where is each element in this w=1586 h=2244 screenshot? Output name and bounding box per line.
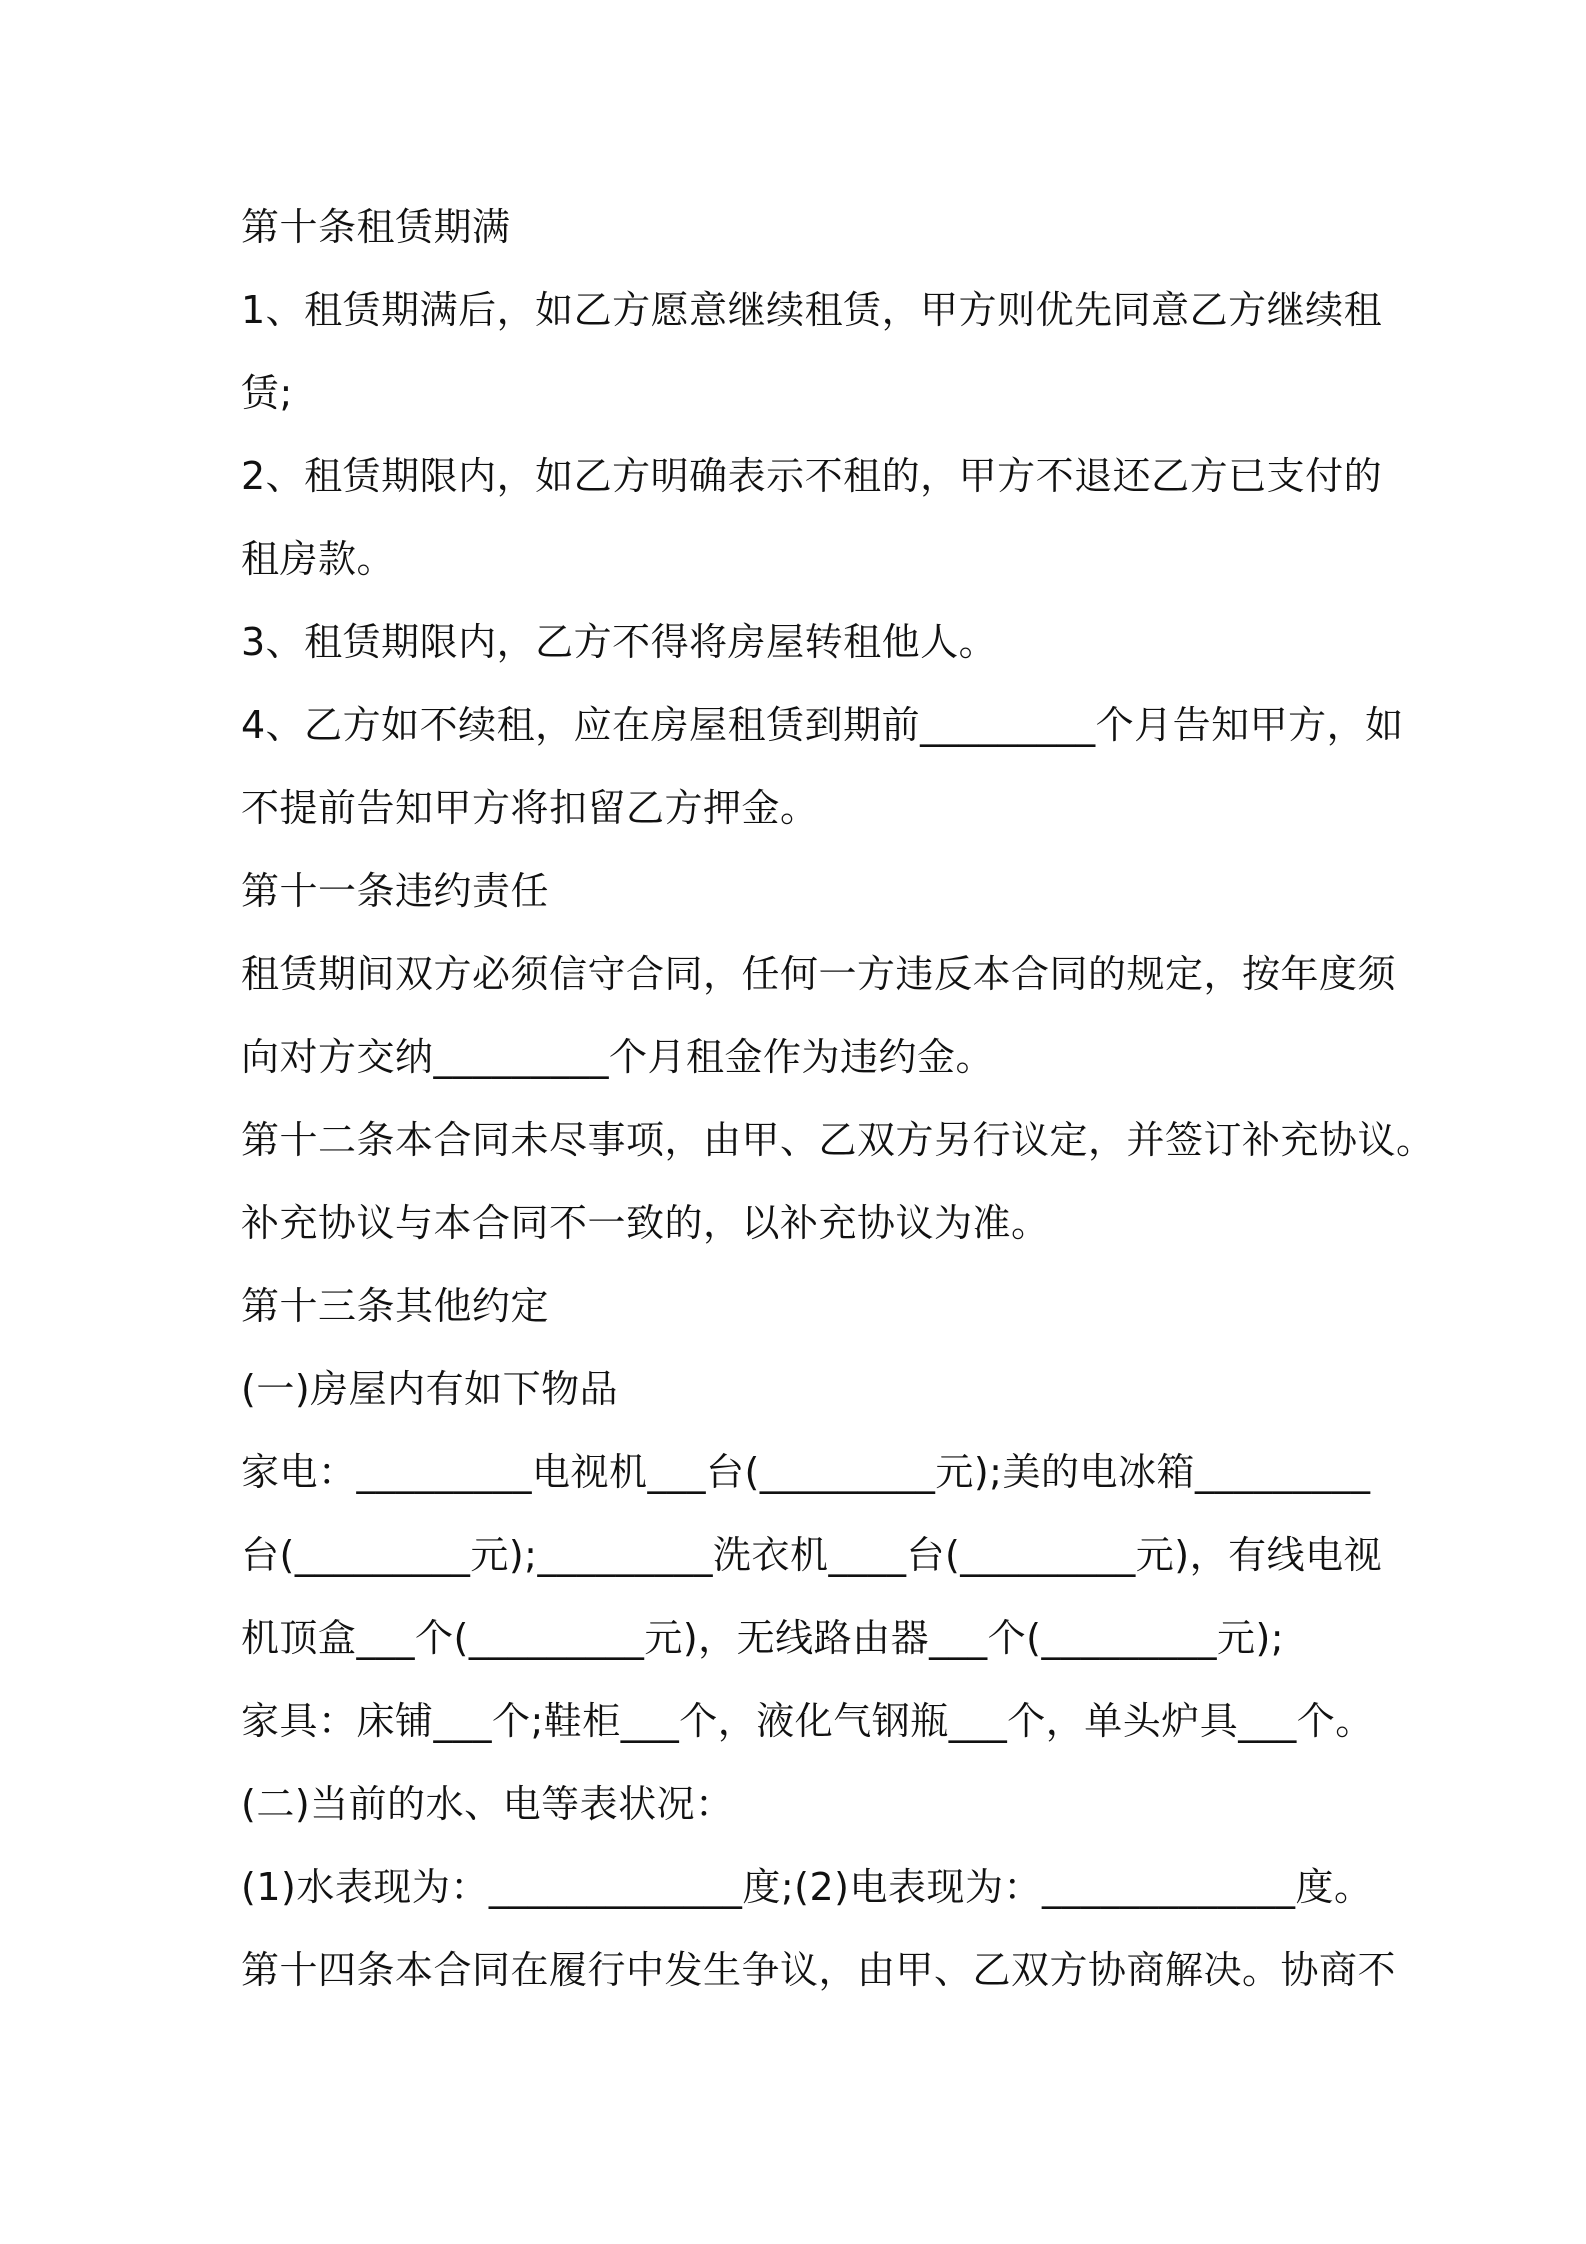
article-10-clause-1: 1、租赁期满后，如乙方愿意继续租赁，甲方则优先同意乙方继续租 [241, 288, 1383, 332]
article-13-section-1-heading: (一)房屋内有如下物品 [241, 1367, 619, 1411]
article-11-body: 租赁期间双方必须信守合同，任何一方违反本合同的规定，按年度须 [241, 952, 1397, 996]
appliances-line-1: 家电：_________电视机___台(_________元);美的电冰箱_________ [241, 1450, 1371, 1494]
furniture-line: 家具：床铺___个;鞋柜___个，液化气钢瓶___个，单头炉具___个。 [241, 1699, 1374, 1743]
article-12: 第十二条本合同未尽事项，由甲、乙双方另行议定，并签订补充协议。 [241, 1118, 1435, 1162]
article-10-clause-2: 2、租赁期限内，如乙方明确表示不租的，甲方不退还乙方已支付的 [241, 454, 1383, 498]
article-10-heading: 第十条租赁期满 [241, 205, 511, 249]
article-12-cont: 补充协议与本合同不一致的，以补充协议为准。 [241, 1201, 1050, 1245]
meter-readings-line: (1)水表现为：_____________度;(2)电表现为：_____________度。 [241, 1865, 1373, 1909]
article-10-clause-3: 3、租赁期限内，乙方不得将房屋转租他人。 [241, 620, 998, 664]
article-13-heading: 第十三条其他约定 [241, 1284, 550, 1328]
article-10-clause-4: 4、乙方如不续租，应在房屋租赁到期前_________个月告知甲方，如 [241, 703, 1404, 747]
article-10-clause-1-cont: 赁; [241, 371, 293, 415]
article-10-clause-2-cont: 租房款。 [241, 537, 396, 581]
article-11-heading: 第十一条违约责任 [241, 869, 550, 913]
article-11-body-cont: 向对方交纳_________个月租金作为违约金。 [241, 1035, 995, 1079]
article-10-clause-4-cont: 不提前告知甲方将扣留乙方押金。 [241, 786, 819, 830]
article-13-section-2-heading: (二)当前的水、电等表状况： [241, 1782, 734, 1826]
appliances-line-3: 机顶盒___个(_________元)，无线路由器___个(_________元); [241, 1616, 1285, 1660]
article-14: 第十四条本合同在履行中发生争议，由甲、乙双方协商解决。协商不 [241, 1948, 1397, 1992]
appliances-line-2: 台(_________元);_________洗衣机____台(_________元)，有线电视 [241, 1533, 1383, 1577]
